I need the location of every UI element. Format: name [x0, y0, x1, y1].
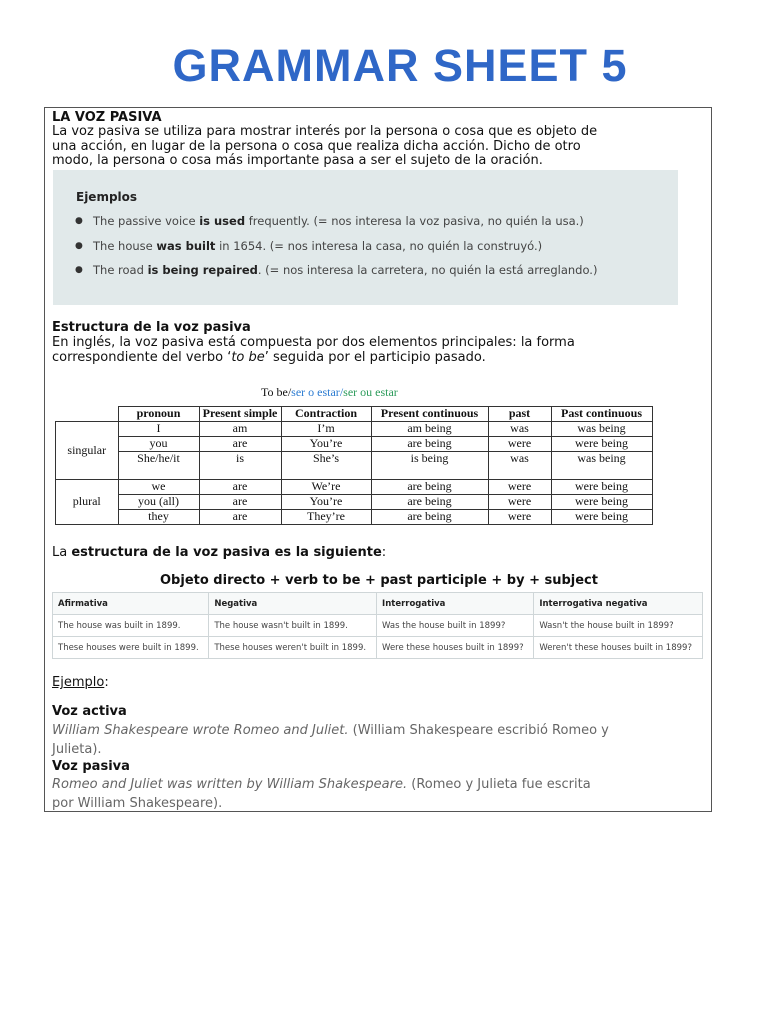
intro-line-3: modo, la persona o cosa más importante pasa a ser el sujeto de la oración.	[52, 153, 543, 168]
voz-activa-heading: Voz activa	[52, 704, 127, 719]
table-header-row: Afirmativa Negativa Interrogativa Interrogativa negativa	[53, 593, 703, 615]
example-item: ● The passive voice is used frequently. (= nos interesa la voz pasiva, no quién la usa.)	[75, 214, 597, 239]
estructura-line-1: En inglés, la voz pasiva está compuesta por dos elementos principales: la forma	[52, 335, 575, 350]
grammar-sheet	[44, 107, 712, 812]
voz-pasiva-line-2: por William Shakespeare).	[52, 796, 223, 811]
examples-box	[53, 170, 678, 305]
passive-formula: Objeto directo + verb to be + past participle + by + subject	[160, 573, 598, 588]
table-row: She/he/it is She’s is being was was being	[56, 452, 653, 480]
table-row: plural we are We’re are being were were being	[56, 480, 653, 495]
estructura-siguiente: La estructura de la voz pasiva es la siguiente:	[52, 545, 387, 560]
table-row: These houses were built in 1899. These houses weren't built in 1899. Were these houses built in 1899? Weren't these houses built in 1899?	[53, 637, 703, 659]
to-be-table	[55, 406, 653, 525]
ejemplo-label: Ejemplo:	[52, 675, 109, 690]
example-item: ● The road is being repaired. (= nos interesa la carretera, no quién la está arreglando.)	[75, 263, 597, 288]
group-label: plural	[56, 480, 119, 525]
voz-activa-line-2: Julieta).	[52, 742, 102, 757]
table-row: you are You’re are being were were being	[56, 437, 653, 452]
page-title: GRAMMAR SHEET 5	[172, 40, 628, 91]
group-label: singular	[56, 422, 119, 480]
estructura-heading: Estructura de la voz pasiva	[52, 320, 251, 335]
intro-line-1: La voz pasiva se utiliza para mostrar interés por la persona o cosa que es objeto de	[52, 124, 598, 139]
voz-activa-line-1: William Shakespeare wrote Romeo and Juliet. (William Shakespeare escribió Romeo y	[52, 723, 609, 738]
voz-pasiva-line-1: Romeo and Juliet was written by William Shakespeare. (Romeo y Julieta fue escrita	[52, 777, 591, 792]
to-be-header-row: pronoun Present simple Contraction Present continuous past Past continuous	[56, 407, 653, 422]
example-item: ● The house was built in 1654. (= nos interesa la casa, no quién la construyó.)	[75, 239, 597, 264]
intro-line-2: una acción, en lugar de la persona o cosa que realiza dicha acción. Dicho de otro	[52, 139, 581, 154]
examples-heading: Ejemplos	[76, 190, 138, 204]
table-row: you (all) are You’re are being were were being	[56, 495, 653, 510]
voz-pasiva-heading: LA VOZ PASIVA	[52, 110, 162, 125]
estructura-line-2: correspondiente del verbo ‘to be’ seguida por el participio pasado.	[52, 350, 486, 365]
passive-patterns-table	[52, 592, 703, 659]
tobe-caption: To be/ser o estar/ser ou estar	[261, 385, 398, 399]
examples-list	[75, 214, 597, 288]
table-row: The house was built in 1899. The house wasn't built in 1899. Was the house built in 1899? Wasn't the house built in 1899?	[53, 615, 703, 637]
table-row: they are They’re are being were were being	[56, 510, 653, 525]
voz-pasiva-example-heading: Voz pasiva	[52, 759, 130, 774]
table-row: singular I am I’m am being was was being	[56, 422, 653, 437]
